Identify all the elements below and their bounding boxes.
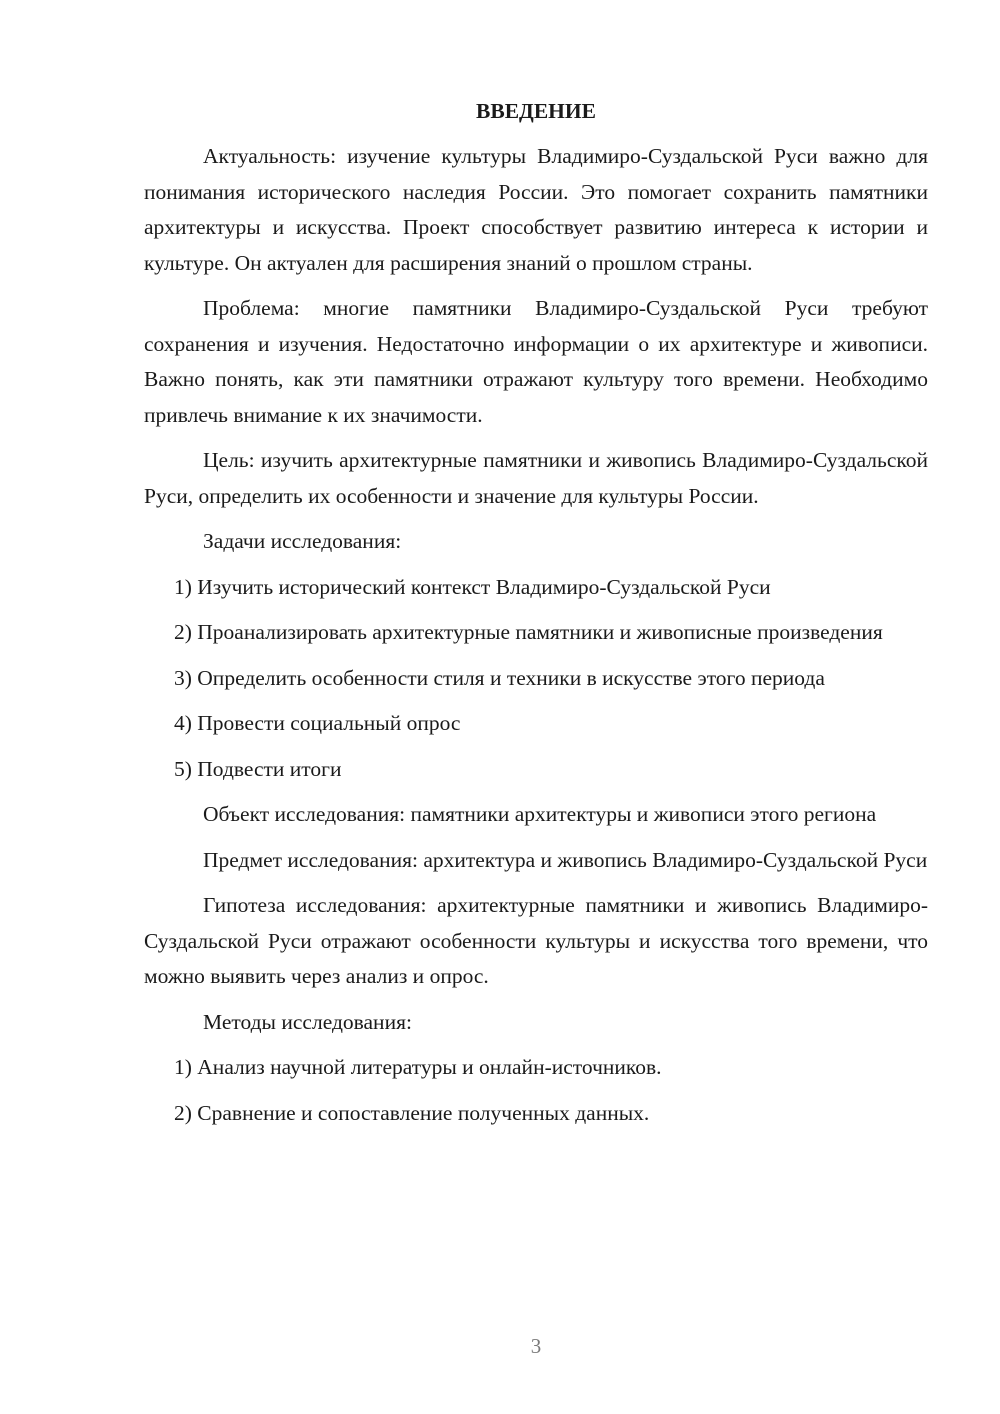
section-heading: ВВЕДЕНИЕ (476, 99, 596, 123)
hypothesis-paragraph: Гипотеза исследования: архитектурные памятники и живопись Владимиро-Суздальской Руси отражают особенности культуры и искусства того времени, что можно выявить через анализ и опрос. (144, 893, 928, 988)
task-item: 1) Изучить исторический контекст Владимиро-Суздальской Руси (174, 574, 771, 599)
page-number: 3 (530, 1334, 542, 1358)
object-paragraph: Объект исследования: памятники архитектуры и живописи этого региона (203, 802, 877, 826)
document-body (144, 94, 928, 1141)
task-item: 5) Подвести итоги (174, 756, 342, 781)
task-item: 2) Проанализировать архитектурные памятники и живописные произведения (174, 620, 883, 644)
relevance-paragraph: Актуальность: изучение культуры Владимиро-Суздальской Руси важно для понимания исторического наследия России. Это помогает сохранить памятники архитектуры и искусства. Проект способствует развитию интереса к истории и культуре. Он актуален для расширения знаний о прошлом страны. (144, 144, 928, 275)
methods-title: Методы исследования: (203, 1009, 412, 1034)
problem-paragraph: Проблема: многие памятники Владимиро-Суздальской Руси требуют сохранения и изучения. Недостаточно информации о их архитектуре и живописи. Важно понять, как эти памятники отражают культуру того времени. Необходимо привлечь внимание к их значимости. (144, 296, 928, 427)
method-item: 2) Сравнение и сопоставление полученных данных. (174, 1100, 650, 1125)
tasks-title: Задачи исследования: (203, 529, 402, 553)
method-item: 1) Анализ научной литературы и онлайн-источников. (174, 1055, 662, 1079)
subject-paragraph: Предмет исследования: архитектура и живопись Владимиро-Суздальской Руси (203, 847, 928, 872)
goal-paragraph: Цель: изучить архитектурные памятники и живопись Владимиро-Суздальской Руси, определить их особенности и значение для культуры России. (144, 448, 928, 508)
task-item: 3) Определить особенности стиля и техники в искусстве этого периода (174, 665, 825, 690)
task-item: 4) Провести социальный опрос (174, 711, 461, 735)
